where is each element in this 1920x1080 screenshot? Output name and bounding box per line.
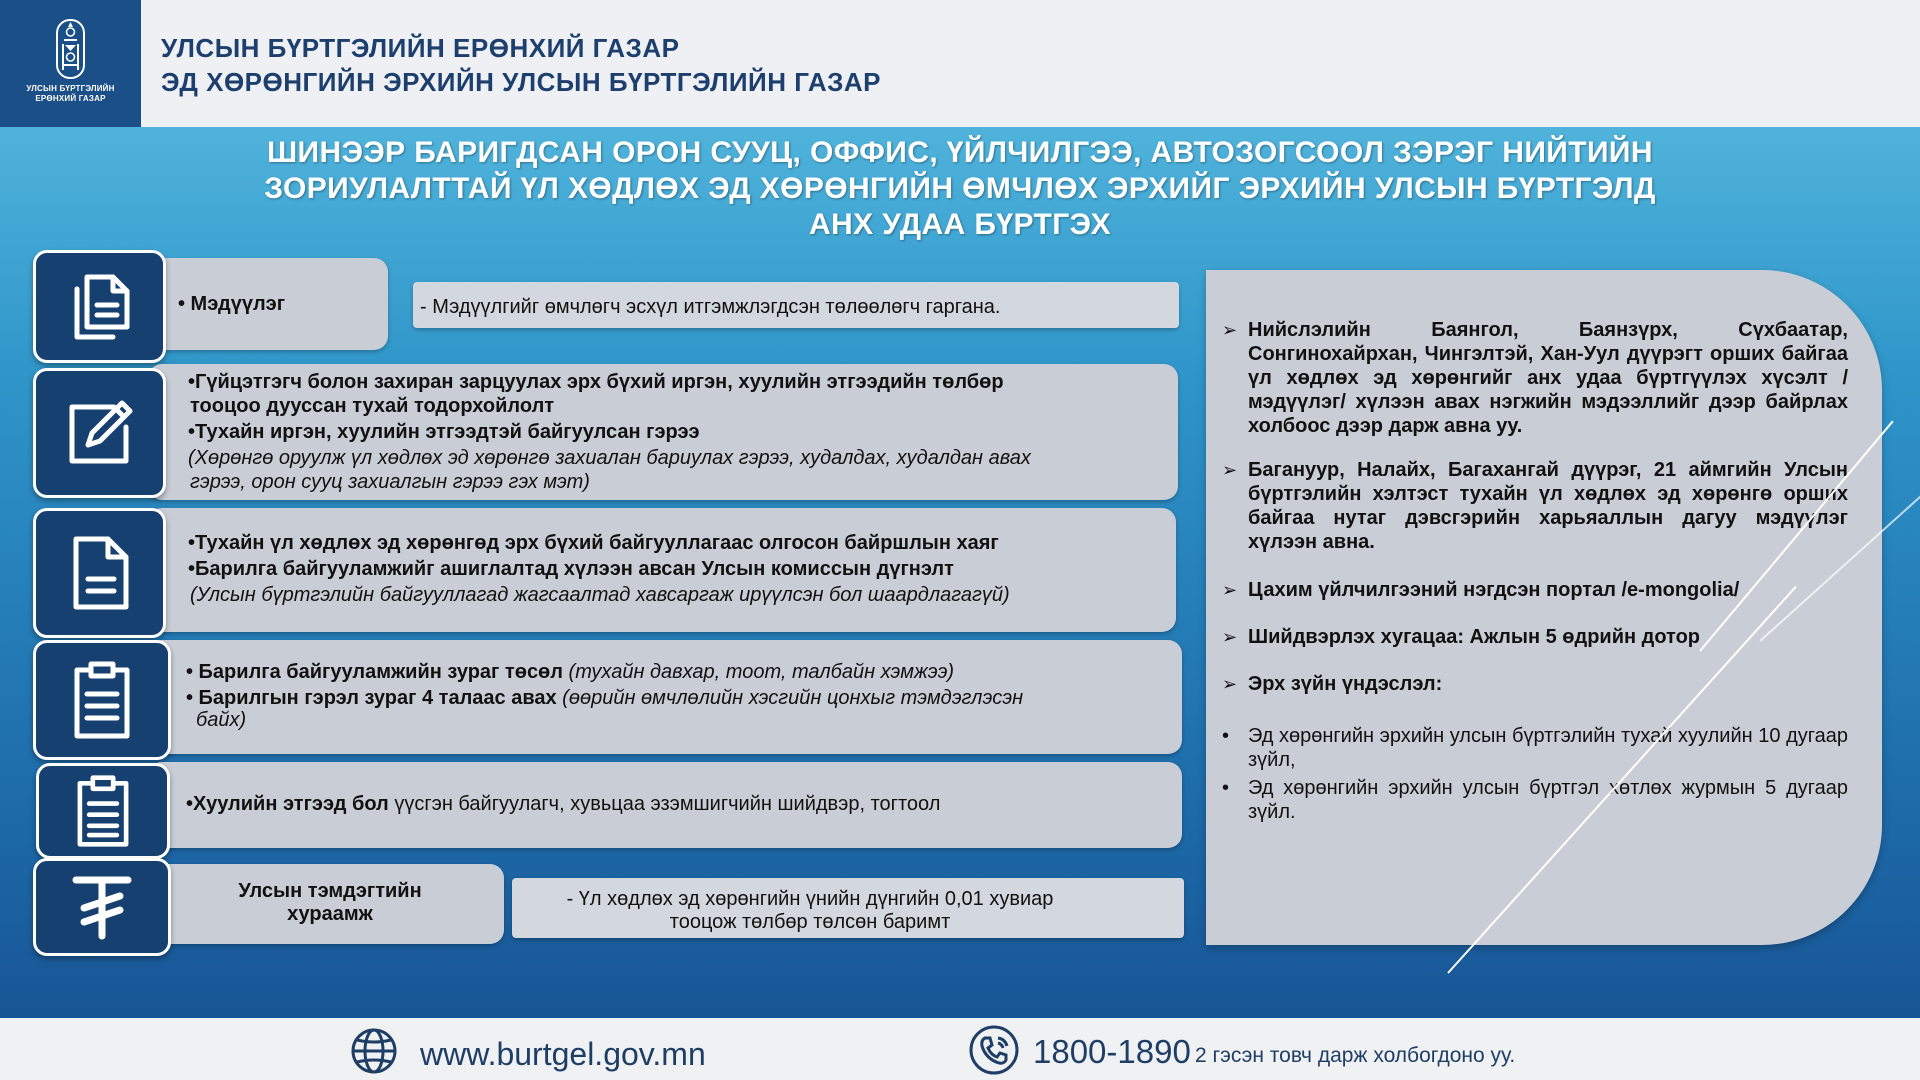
bullet-icon: • <box>1222 725 1230 747</box>
header-bar <box>0 0 1920 127</box>
logo[interactable] <box>0 0 141 127</box>
page-title <box>180 135 1740 243</box>
tugrik-icon <box>72 874 132 940</box>
row4-line-1 <box>186 660 954 684</box>
arrow-bullet-icon: ➢ <box>1222 580 1238 600</box>
row5-icon-box <box>36 763 170 859</box>
row4-line-3: байх) <box>196 709 247 731</box>
arrow-bullet-icon: ➢ <box>1222 320 1238 340</box>
info-item-capital <box>1222 318 1848 438</box>
phone-note: 2 гэсэн товч дарж холбогдоно уу. <box>1195 1044 1516 1067</box>
page-title-line-2: ЗОРИУЛАЛТТАЙ ҮЛ ХӨДЛӨХ ЭД ХӨРӨНГИЙН ӨМЧЛӨХ ЭРХИЙГ ЭРХИЙН УЛСЫН БҮРТГЭЛД <box>264 172 1656 205</box>
row6-note-line-1: - Үл хөдлөх эд хөрөнгийн үнийн дүнгийн 0,01 хувиар <box>566 888 1054 910</box>
arrow-bullet-icon: ➢ <box>1222 460 1238 480</box>
edit-document-icon <box>64 397 136 469</box>
clipboard-icon <box>71 660 133 740</box>
law-item-2 <box>1222 776 1848 824</box>
info-item-districts-text: Багануур, Налайх, Багахангай дүүрэг, 21 аймгийн Улсын бүртгэлийн хэлтэст тухайн үл хөдлөх эд хөрөнгө орших байгаа нутаг дэвсгэрийн харьяаллын дагуу мэдүүлэг хүлээн авна. <box>1248 459 1848 553</box>
row6-icon-box <box>33 858 171 956</box>
info-item-capital-text: Нийслэлийн Баянгол, Баянзүрх, Сүхбаатар, Сонгинохайрхан, Чингэлтэй, Хан-Уул дүүрэгт орших байгаа үл хөдлөх эд хөрөнгийг анх удаа бүртгүүлэх хүсэлт /мэдүүлэг/ хүлээн авах нэгжийн мэдээллийг дээр байрлах холбоос дээр дарж авна уу. <box>1248 319 1848 437</box>
info-item-deadline-text: Шийдвэрлэх хугацаа: Ажлын 5 өдрийн дотор <box>1248 626 1701 648</box>
logo-text <box>0 84 141 104</box>
phone-number[interactable]: 1800-1890 <box>1033 1033 1191 1070</box>
row4-line-2-bold: • Барилгын гэрэл зураг 4 талаас авах <box>186 687 557 709</box>
clipboard-list-icon <box>73 774 133 848</box>
info-item-portal-text[interactable]: Цахим үйлчилгээний нэгдсэн портал /e-mongolia/ <box>1248 579 1740 601</box>
row6-note <box>530 888 1090 934</box>
logo-text-line-2: ЕРӨНХИЙ ГАЗАР <box>35 94 106 103</box>
page-title-line-3: АНХ УДАА БҮРТГЭХ <box>808 208 1112 241</box>
row2-line-1: •Гүйцэтгэгч болон захиран зарцуулах эрх бүхий иргэн, хуулийн этгээдийн төлбөр <box>188 371 1004 393</box>
row2-line-3: •Тухайн иргэн, хуулийн этгээдтэй байгуулсан гэрээ <box>188 421 700 443</box>
row2-icon-box <box>33 368 166 498</box>
row4-icon-box <box>33 640 171 760</box>
info-item-legal-basis-text: Эрх зүйн үндэслэл: <box>1248 673 1443 695</box>
row6-label <box>210 880 450 926</box>
row5-text-rest: үүсгэн байгуулагч, хувьцаа эзэмшигчийн шийдвэр, тогтоол <box>388 793 941 815</box>
footer-bar <box>0 1018 1920 1080</box>
arrow-bullet-icon: ➢ <box>1222 627 1238 647</box>
soyombo-emblem-icon <box>55 18 86 80</box>
row1-icon-box <box>33 250 166 363</box>
globe-icon <box>350 1027 398 1075</box>
row4-line-1-bold: • Барилга байгууламжийн зураг төсөл <box>186 661 563 683</box>
row4-line-2-italic: (өөрийн өмчлөлийн хэсгийн цонхыг тэмдэглэсэн <box>556 687 1024 709</box>
law-item-2-text: Эд хөрөнгийн эрхийн улсын бүртгэл хөтлөх журмын 5 дугаар зүйл. <box>1248 777 1848 823</box>
row3-line-1: •Тухайн үл хөдлөх эд хөрөнгөд эрх бүхий байгууллагаас олгосон байршлын хаяг <box>188 532 999 554</box>
page-title-line-1: ШИНЭЭР БАРИГДСАН ОРОН СУУЦ, ОФФИС, ҮЙЛЧИЛГЭЭ, АВТОЗОГСООЛ ЗЭРЭГ НИЙТИЙН <box>267 136 1653 169</box>
row1-note: - Мэдүүлгийг өмчлөгч эсхүл итгэмжлэгдсэн төлөөлөгч гаргана. <box>420 296 1001 318</box>
row4-line-1-italic: (тухайн давхар, тоот, талбайн хэмжээ) <box>562 661 955 683</box>
documents-icon <box>65 271 135 343</box>
row2-line-2: тооцоо дууссан тухай тодорхойлолт <box>190 395 555 417</box>
info-panel <box>1206 270 1882 945</box>
logo-text-line-1: УЛСЫН БҮРТГЭЛИЙН <box>26 84 115 93</box>
org-title-primary: УЛСЫН БҮРТГЭЛИЙН ЕРӨНХИЙ ГАЗАР <box>161 33 680 63</box>
info-item-legal-basis <box>1222 672 1848 696</box>
org-title-secondary: ЭД ХӨРӨНГИЙН ЭРХИЙН УЛСЫН БҮРТГЭЛИЙН ГАЗАР <box>161 67 882 97</box>
row3-line-3: (Улсын бүртгэлийн байгууллагад жагсаалтад хавсаргаж ирүүлсэн бол шаардлагагүй) <box>190 584 1010 606</box>
row2-line-4: (Хөрөнгө оруулж үл хөдлөх эд хөрөнгө захиалан бариулах гэрээ, худалдах, худалдан авах <box>188 447 1031 469</box>
row4-line-2 <box>186 686 1023 710</box>
law-item-1 <box>1222 724 1848 772</box>
law-item-1-text: Эд хөрөнгийн эрхийн улсын бүртгэлийн тухай хуулийн 10 дугаар зүйл, <box>1248 725 1848 771</box>
website-link[interactable]: www.burtgel.gov.mn <box>420 1036 706 1072</box>
document-icon <box>70 535 130 611</box>
row6-label-line-2: хураамж <box>287 903 373 925</box>
row5-text-bold: •Хуулийн этгээд бол <box>186 793 389 815</box>
row2-line-5: гэрээ, орон сууц захиалгын гэрээ гэх мэт) <box>190 471 590 493</box>
row6-note-line-2: тооцож төлбөр төлсөн баримт <box>669 911 951 933</box>
row3-icon-box <box>33 508 166 638</box>
bullet-icon: • <box>1222 777 1230 799</box>
arrow-bullet-icon: ➢ <box>1222 674 1238 694</box>
info-item-districts <box>1222 458 1848 554</box>
row1-label: • Мэдүүлэг <box>178 293 286 315</box>
row6-label-line-1: Улсын тэмдэгтийн <box>238 880 422 902</box>
row3-line-2: •Барилга байгууламжийг ашиглалтад хүлээн авсан Улсын комиссын дүгнэлт <box>188 558 954 580</box>
phone-icon <box>968 1024 1020 1076</box>
row5-text <box>186 792 940 816</box>
